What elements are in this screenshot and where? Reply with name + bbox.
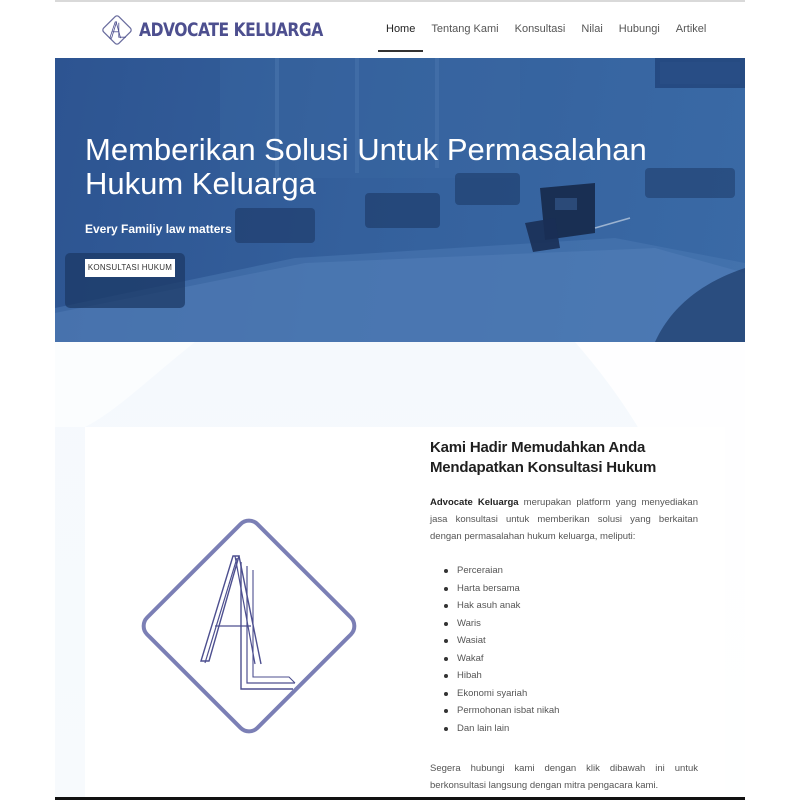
- brand-logo[interactable]: [99, 12, 363, 48]
- hero-banner: [55, 58, 745, 342]
- nav-hubungi[interactable]: Hubungi: [618, 23, 660, 35]
- services-list: [457, 562, 698, 737]
- al-monogram-diamond-icon: [99, 12, 135, 48]
- list-item: Wasiat: [457, 632, 698, 650]
- nav-nilai[interactable]: Nilai: [581, 23, 603, 35]
- list-item: Permohonan isbat nikah: [457, 702, 698, 720]
- hero-title: Memberikan Solusi Untuk Permasalahan Hukum Keluarga: [85, 132, 647, 201]
- site-header: [55, 2, 745, 57]
- intro-text: merupakan platform yang menyediakan jasa konsultasi untuk memberikan solusi yang berkaitan dengan permasalahan hukum keluarga, meliputi:: [430, 497, 698, 542]
- intro-brand-name: Advocate Keluarga: [430, 497, 519, 508]
- nav-konsultasi[interactable]: Konsultasi: [514, 23, 566, 35]
- list-item: Perceraian: [457, 562, 698, 580]
- list-item: Hibah: [457, 667, 698, 685]
- about-intro: [430, 494, 698, 545]
- about-text-column: [430, 438, 698, 794]
- list-item: Hak asuh anak: [457, 597, 698, 615]
- list-item: Waris: [457, 615, 698, 633]
- nav-tentang-kami[interactable]: Tentang Kami: [431, 23, 499, 35]
- al-monogram-logo-icon: [129, 506, 369, 746]
- nav-artikel[interactable]: Artikel: [675, 23, 707, 35]
- hero-subtitle: Every Familiy law matters: [85, 222, 232, 236]
- brand-name: ADVOCATE KELUARGA: [139, 19, 323, 41]
- list-item: Harta bersama: [457, 580, 698, 598]
- list-item: Ekonomi syariah: [457, 685, 698, 703]
- konsultasi-hukum-button[interactable]: KONSULTASI HUKUM: [85, 259, 175, 277]
- nav-home[interactable]: Home: [378, 2, 423, 52]
- about-title: Kami Hadir Memudahkan Anda Mendapatkan Konsultasi Hukum: [430, 439, 657, 476]
- about-section: [55, 342, 745, 797]
- list-item: Dan lain lain: [457, 720, 698, 738]
- about-outro: Segera hubungi kami dengan klik dibawah ini untuk berkonsultasi langsung dengan mitra pengacara kami.: [430, 763, 698, 791]
- main-nav: [378, 2, 714, 57]
- list-item: Wakaf: [457, 650, 698, 668]
